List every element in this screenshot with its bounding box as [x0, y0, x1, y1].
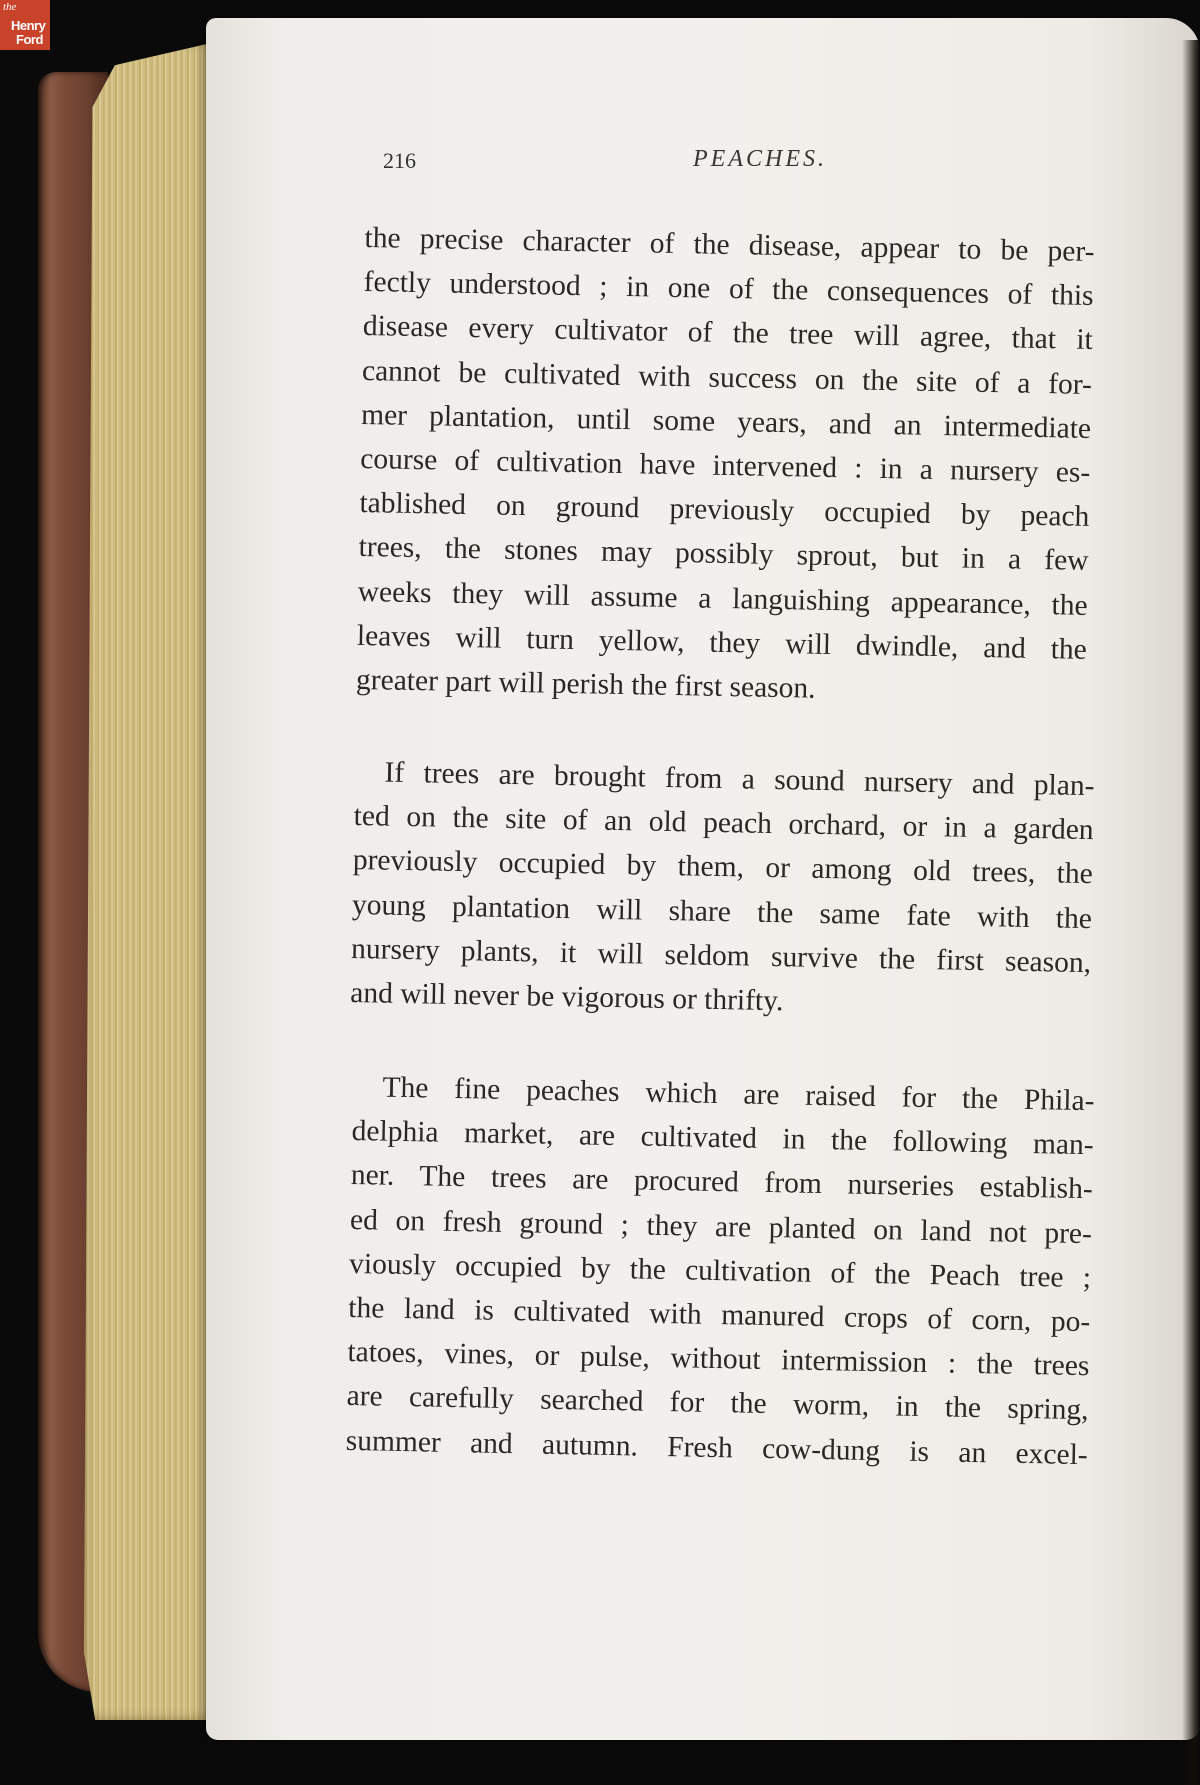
paragraph-1: [356, 216, 1095, 716]
text-line: disease every cultivator of the tree will agree, that it: [362, 310, 1094, 357]
text-line: ted on the site of an old peach orchard, or in a garden: [353, 800, 1094, 847]
text-line: ner. The trees are procured from nurseries establish-: [350, 1159, 1094, 1207]
text-line: the land is cultivated with manured crops of corn, po-: [348, 1292, 1091, 1339]
page-number: 216: [383, 148, 416, 173]
text-line: the precise character of the disease, appear to be per-: [364, 221, 1095, 269]
logo-word-the: the: [3, 1, 17, 13]
paragraph-3: [345, 1065, 1095, 1477]
text-line: fectly understood ; in one of the consequences of this: [363, 266, 1094, 313]
text-line: mer plantation, until some years, and an intermediate: [360, 398, 1092, 445]
text-line: ed on fresh ground ; they are planted on land not pre-: [349, 1204, 1093, 1251]
logo-word-henry: Henry: [11, 18, 46, 33]
text-line: previously occupied by them, or among old trees, the: [352, 844, 1094, 891]
page-text-block: [345, 140, 1095, 1472]
text-line: greater part will perish the first season.: [355, 663, 816, 705]
page-heading: PEACHES.: [693, 146, 827, 172]
text-line: trees, the stones may possibly sprout, but in a few: [358, 531, 1089, 578]
text-line: cannot be cultivated with success on the site of a for-: [361, 354, 1093, 401]
text-line: course of cultivation have intervened : in a nursery es-: [360, 442, 1091, 489]
running-head: [383, 140, 1095, 176]
henry-ford-logo: [0, 0, 50, 50]
text-line: viously occupied by the cultivation of the Peach tree ;: [348, 1248, 1092, 1295]
text-line: The fine peaches which are raised for the Phila-: [382, 1072, 1095, 1118]
text-line: are carefully searched for the worm, in the spring,: [346, 1380, 1089, 1428]
text-line: young plantation will share the same fate with the: [351, 888, 1093, 936]
text-line: weeks they will assume a languishing appearance, the: [357, 575, 1088, 622]
text-line: nursery plants, it will seldom survive the first season,: [350, 933, 1092, 980]
paragraph-2: [350, 750, 1095, 1029]
page-gutter-shadow: [1182, 40, 1200, 1785]
text-line: leaves will turn yellow, they will dwindle, and the: [356, 619, 1088, 666]
text-line: and will never be vigorous or thrifty.: [350, 977, 784, 1018]
logo-word-ford: Ford: [16, 32, 43, 47]
text-line: tatoes, vines, or pulse, without intermission : the trees: [347, 1336, 1090, 1383]
text-line: If trees are brought from a sound nursery and plan-: [384, 756, 1095, 803]
text-line: summer and autumn. Fresh cow-dung is an excel-: [345, 1425, 1088, 1472]
gilt-page-edges: [84, 40, 224, 1720]
text-line: tablished on ground previously occupied by peach: [359, 487, 1090, 534]
text-line: delphia market, are cultivated in the following man-: [351, 1115, 1094, 1162]
